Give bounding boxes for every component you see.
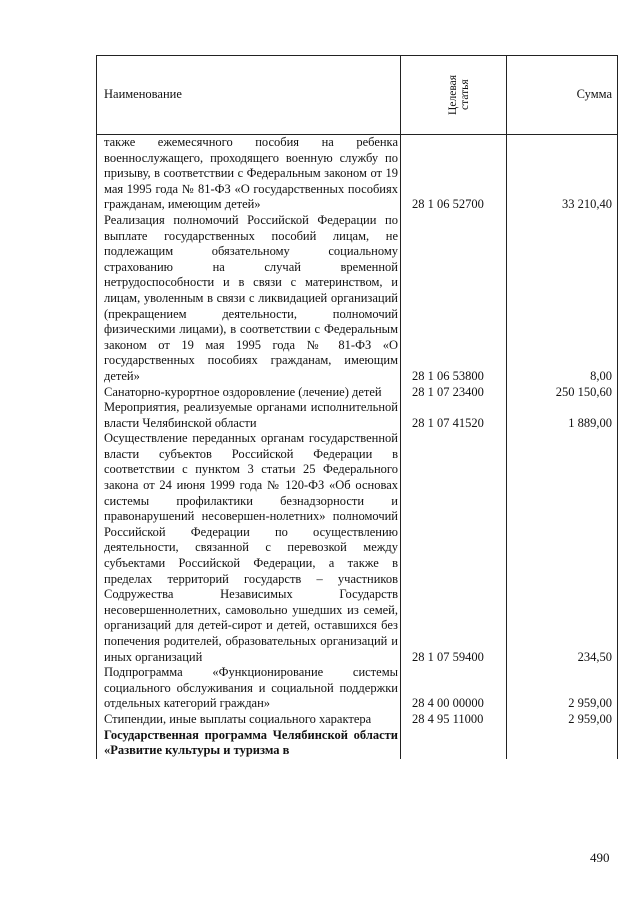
row-sum: 2 959,00 <box>507 665 618 712</box>
row-name: Подпрограмма «Функционирование системы социального обслуживания и социальной поддержки отдельных категорий граждан» <box>97 665 401 712</box>
row-sum <box>507 728 618 759</box>
row-name: Реализация полномочий Российской Федерации по выплате государственных пособий лицам, не подлежащим обязательному социальному страхованию на случай временной нетрудоспособности и в связи с материнством, и лицам, уволенным в связи с ликвидацией организаций (прекращением деятельности, полномочий физическими лицами), в соответствии с Федеральным законом от 19 мая 1995 года № 81-ФЗ «О государственных пособиях гражданам, имеющим детей» <box>97 213 401 385</box>
table-row <box>97 400 618 431</box>
header-code-line2: статья <box>459 79 471 111</box>
header-sum: Сумма <box>507 56 618 135</box>
table-header <box>97 56 618 135</box>
header-name: Наименование <box>97 56 401 135</box>
page-number: 490 <box>590 850 610 865</box>
table-row <box>97 385 618 401</box>
header-code-line1: Целевая <box>447 75 459 115</box>
table-row <box>97 431 618 665</box>
row-sum: 234,50 <box>507 431 618 665</box>
row-code: 28 1 07 41520 <box>401 400 507 431</box>
table-row <box>97 665 618 712</box>
row-code: 28 4 95 11000 <box>401 712 507 728</box>
row-code: 28 1 07 23400 <box>401 385 507 401</box>
row-name: Государственная программа Челябинской области «Развитие культуры и туризма в <box>97 728 401 759</box>
row-code: 28 1 07 59400 <box>401 431 507 665</box>
table-row <box>97 712 618 728</box>
budget-table <box>96 55 618 759</box>
row-name: Осуществление переданных органам государственной власти субъектов Российской Федерации в соответствии с пунктом 3 статьи 25 Федерального закона от 24 июня 1999 года № 120-ФЗ «Об основах системы профилактики безнадзорности и правонарушений несовершен-нолетних» полномочий Российской Федерации по осуществлению деятельности, связанной с перевозкой между субъектами Российской Федерации, а также в пределах территорий государств – участников Содружества Независимых Государств несовершеннолетних, самовольно ушедших из семей, организаций для детей-сирот и детей, оставшихся без попечения родителей, образовательных организаций и иных организаций <box>97 431 401 665</box>
row-sum: 1 889,00 <box>507 400 618 431</box>
row-code <box>401 728 507 759</box>
row-name: Стипендии, иные выплаты социального характера <box>97 712 401 728</box>
row-name: Мероприятия, реализуемые органами исполнительной власти Челябинской области <box>97 400 401 431</box>
table-row <box>97 135 618 213</box>
row-code: 28 1 06 53800 <box>401 213 507 385</box>
header-code <box>401 56 507 135</box>
row-sum: 2 959,00 <box>507 712 618 728</box>
row-name: Санаторно-курортное оздоровление (лечение) детей <box>97 385 401 401</box>
row-code: 28 1 06 52700 <box>401 135 507 213</box>
row-sum: 33 210,40 <box>507 135 618 213</box>
table-row-program <box>97 728 618 759</box>
table-row <box>97 213 618 385</box>
row-name: также ежемесячного пособия на ребенка военнослужащего, проходящего военную службу по призыву, в соответствии с Федеральным законом от 19 мая 1995 года № 81-ФЗ «О государственных пособиях гражданам, имеющим детей» <box>97 135 401 213</box>
row-sum: 8,00 <box>507 213 618 385</box>
row-sum: 250 150,60 <box>507 385 618 401</box>
row-code: 28 4 00 00000 <box>401 665 507 712</box>
